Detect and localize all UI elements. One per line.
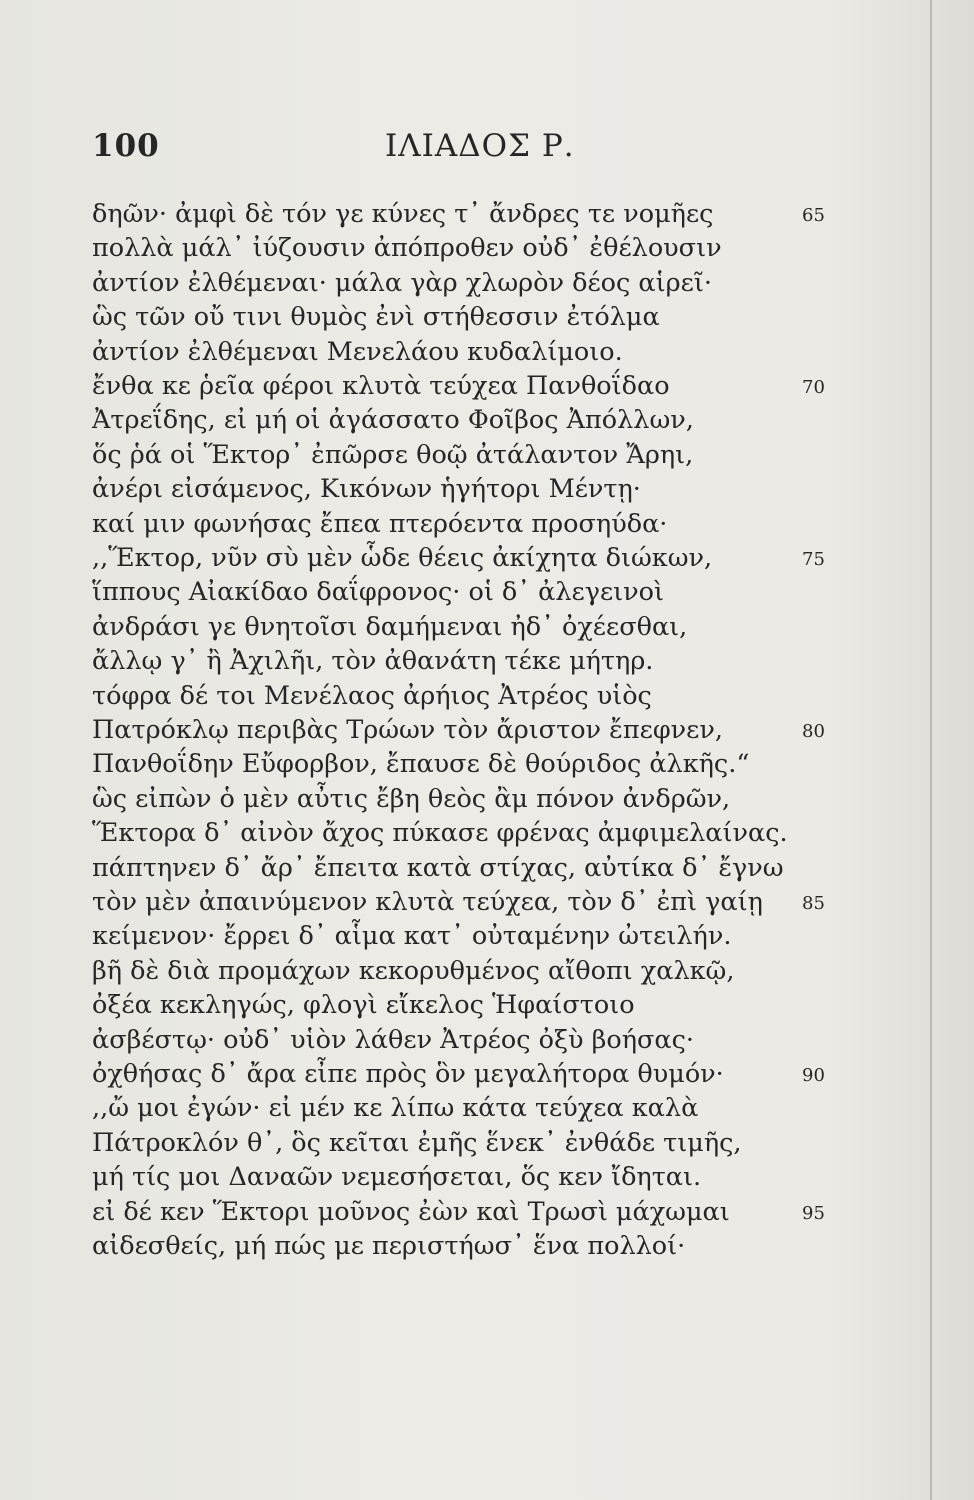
line-number: 65	[802, 205, 825, 226]
verse-line: ἀνέρι εἰσάμενος, Κικόνων ἡγήτορι Μέντῃ·	[92, 474, 641, 505]
line-number: 80	[802, 721, 825, 742]
verse-line: ὣς τῶν οὔ τινι θυμὸς ἐνὶ στήθεσσιν ἐτόλμα	[92, 302, 660, 333]
verse-line: ,,Ἕκτορ, νῦν σὺ μὲν ὧδε θέεις ἀκίχητα διώκων,	[92, 543, 713, 573]
verse-line: τόφρα δέ τοι Μενέλαος ἀρήιος Ἀτρέος υἱὸς	[92, 680, 652, 711]
verse-line: τὸν μὲν ἀπαινύμενον κλυτὰ τεύχεα, τὸν δ᾽ ἐπὶ γαίῃ	[92, 887, 763, 917]
verse-line: πάπτηνεν δ᾽ ἄρ᾽ ἔπειτα κατὰ στίχας, αὐτίκα δ᾽ ἔγνω	[92, 852, 784, 883]
verse-line: Πάτροκλόν θ᾽, ὃς κεῖται ἐμῆς ἕνεκ᾽ ἐνθάδε τιμῆς,	[92, 1127, 742, 1158]
line-number: 95	[802, 1202, 825, 1224]
line-number: 70	[802, 377, 825, 398]
verse-line: ἔνθα κε ῥεῖα φέροι κλυτὰ τεύχεα Πανθοΐδαο	[92, 371, 670, 401]
verse-line: Ἕκτορα δ᾽ αἰνὸν ἄχος πύκασε φρένας ἀμφιμελαίνας.	[92, 818, 788, 849]
verse-line: εἰ δέ κεν Ἕκτορι μοῦνος ἐὼν καὶ Τρωσὶ μάχωμαι	[92, 1196, 730, 1227]
verse-line: ἀσβέστῳ· οὐδ᾽ υἱὸν λάθεν Ἀτρέος ὀξὺ βοήσας·	[92, 1024, 695, 1055]
verse-line: ἀνδράσι γε θνητοῖσι δαμήμεναι ἠδ᾽ ὀχέεσθαι,	[92, 611, 688, 642]
verse-line: κείμενον· ἔρρει δ᾽ αἷμα κατ᾽ οὐταμένην ὠτειλήν.	[92, 921, 732, 952]
verse-line: ἄλλῳ γ᾽ ἢ Ἀχιλῆι, τὸν ἀθανάτη τέκε μήτηρ.	[92, 646, 654, 677]
line-number: 85	[802, 893, 825, 914]
verse-line: ὀξέα κεκληγώς, φλογὶ εἴκελος Ἡφαίστοιο	[92, 990, 635, 1021]
page-header	[0, 128, 974, 174]
verse-line: πολλὰ μάλ᾽ ἰύζουσιν ἀπόπροθεν οὐδ᾽ ἐθέλουσιν	[92, 233, 722, 264]
verse-line: Πανθοΐδην Εὔφορβον, ἔπαυσε δὲ θούριδος ἀλκῆς.“	[92, 749, 750, 780]
verse-line: ὣς εἰπὼν ὁ μὲν αὖτις ἔβη θεὸς ἂμ πόνον ἀνδρῶν,	[92, 783, 731, 814]
verse-line: Ἀτρεΐδης, εἰ μή οἱ ἀγάσσατο Φοῖβος Ἀπόλλων,	[92, 405, 694, 436]
page-edge-shadow	[930, 0, 932, 1500]
verse-line: ,,ὤ μοι ἐγών· εἰ μέν κε λίπω κάτα τεύχεα καλὰ	[92, 1093, 699, 1124]
verse-line: ἵππους Αἰακίδαο δαΐφρονος· οἱ δ᾽ ἀλεγεινοὶ	[92, 577, 665, 608]
verse-line: ἀντίον ἐλθέμεναι Μενελάου κυδαλίμοιο.	[92, 336, 623, 367]
line-number: 75	[802, 549, 825, 570]
verse-line: ἀντίον ἐλθέμεναι· μάλα γὰρ χλωρὸν δέος αἱρεῖ·	[92, 267, 712, 298]
verse-line: ὀχθήσας δ᾽ ἄρα εἶπε πρὸς ὃν μεγαλήτορα θυμόν·	[92, 1059, 724, 1089]
verse-line: δηῶν· ἀμφὶ δὲ τόν γε κύνες τ᾽ ἄνδρες τε νομῆες	[92, 199, 714, 229]
verse-line: μή τίς μοι Δαναῶν νεμεσήσεται, ὅς κεν ἴδηται.	[92, 1162, 702, 1193]
running-title: ΙΛΙΑΔΟΣ Ρ.	[385, 128, 575, 164]
verse-line: αἰδεσθείς, μή πώς με περιστήωσ᾽ ἕνα πολλοί·	[92, 1231, 686, 1261]
verse-line: καί μιν φωνήσας ἔπεα πτερόεντα προσηύδα·	[92, 508, 668, 539]
verse-line: ὅς ῥά οἱ Ἕκτορ᾽ ἐπῶρσε θοῷ ἀτάλαντον Ἄρηι,	[92, 439, 694, 470]
line-number: 90	[802, 1065, 825, 1086]
page-number: 100	[92, 128, 160, 164]
verse-line: Πατρόκλῳ περιβὰς Τρώων τὸν ἄριστον ἔπεφνεν,	[92, 715, 723, 745]
verse-line: βῆ δὲ διὰ προμάχων κεκορυθμένος αἴθοπι χαλκῷ,	[92, 955, 735, 986]
